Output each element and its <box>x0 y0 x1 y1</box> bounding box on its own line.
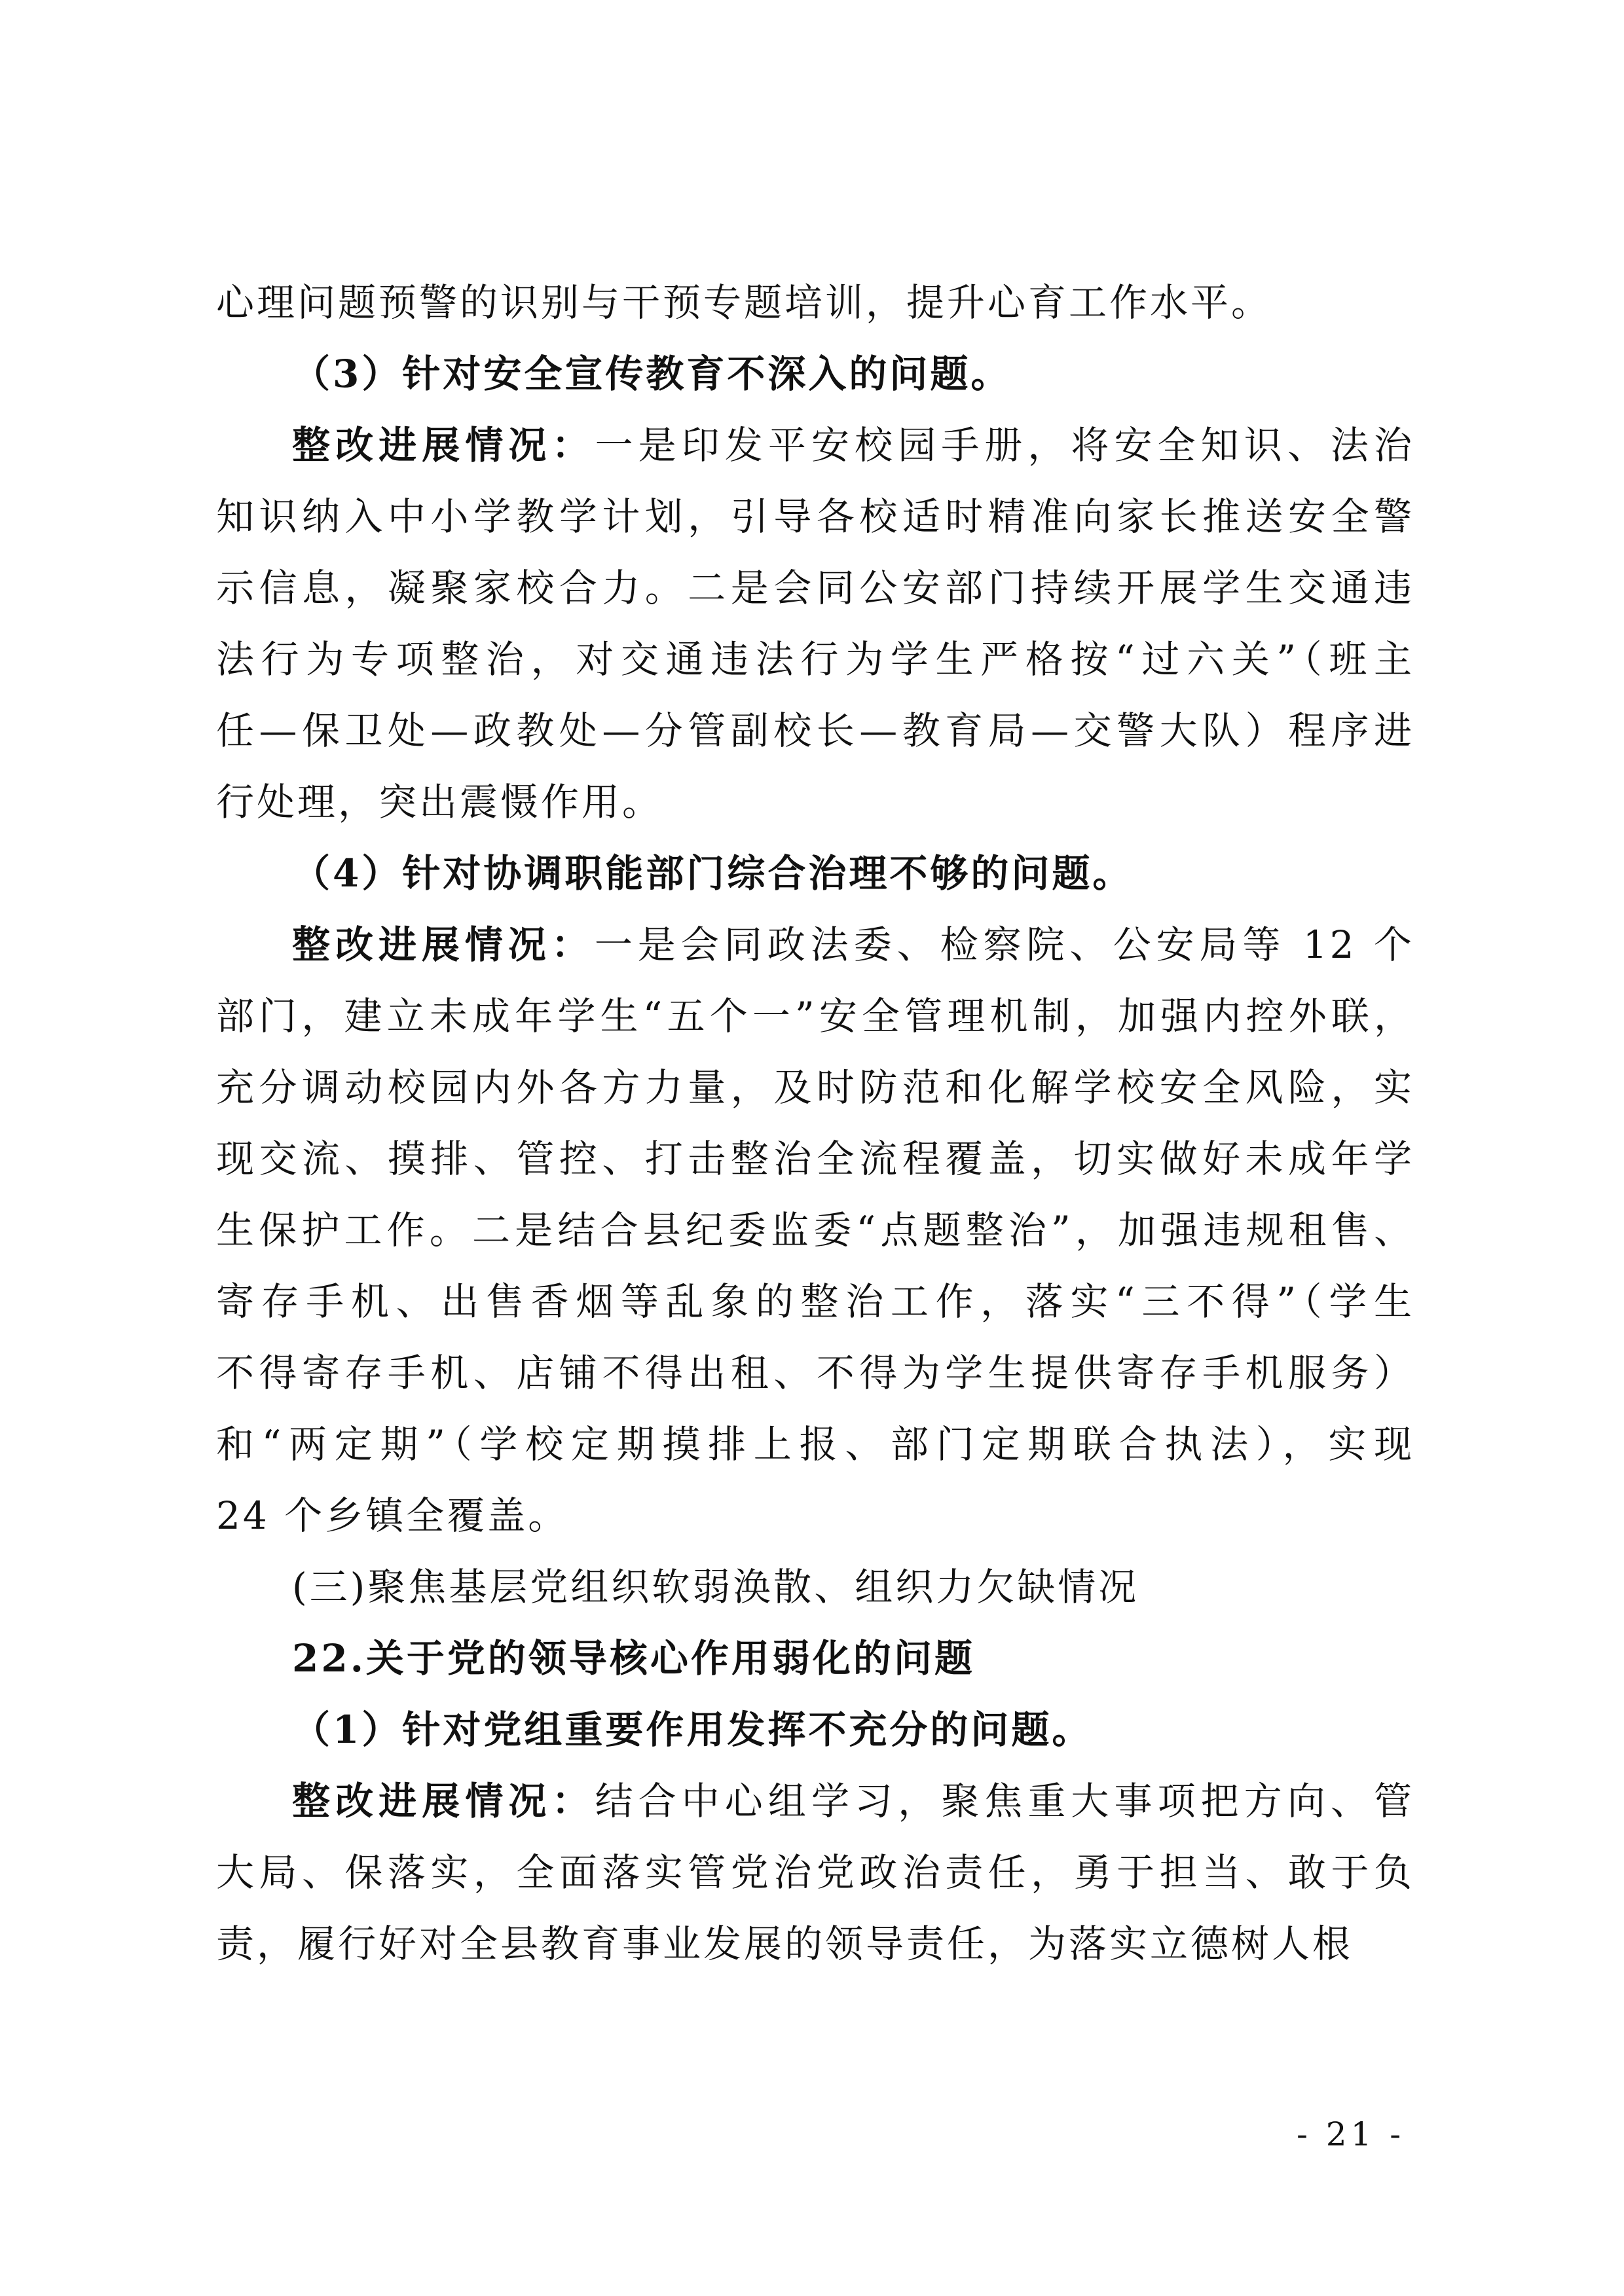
line-text: （1）针对党组重要作用发挥不充分的问题。 <box>292 1707 1093 1752</box>
line-text: 24 个乡镇全覆盖。 <box>216 1493 569 1538</box>
text-line <box>216 1766 1414 1837</box>
section-heading <box>216 1623 1414 1694</box>
line-text: 寄存手机、出售香烟等乱象的整治工作，落实“三不得”（学生 <box>216 1279 1414 1324</box>
line-text: 结合中心组学习，聚焦重大事项把方向、管 <box>595 1779 1414 1823</box>
text-line <box>216 1837 1414 1908</box>
text-line <box>216 1552 1414 1623</box>
line-text: 一是会同政法委、检察院、公安局等 12 个 <box>594 922 1414 967</box>
section-heading <box>216 838 1414 909</box>
section-heading <box>216 1694 1414 1766</box>
line-text: 法行为专项整治，对交通违法行为学生严格按“过六关”（班主 <box>216 637 1414 682</box>
progress-lead: 整改进展情况： <box>292 423 595 467</box>
text-line <box>216 981 1414 1052</box>
progress-paragraph <box>216 410 1414 838</box>
text-line <box>216 1123 1414 1195</box>
text-line <box>216 624 1414 695</box>
progress-paragraph <box>216 1766 1414 1980</box>
text-line <box>216 1266 1414 1338</box>
text-line <box>216 1409 1414 1480</box>
line-text: 不得寄存手机、店铺不得出租、不得为学生提供寄存手机服务） <box>216 1351 1414 1395</box>
text-line <box>216 1694 1414 1766</box>
line-text: 大局、保落实，全面落实管党治党政治责任，勇于担当、敢于负 <box>216 1850 1414 1895</box>
part-heading <box>216 1552 1414 1623</box>
line-text: 一是印发平安校园手册，将安全知识、法治 <box>595 423 1414 467</box>
line-text: 责，履行好对全县教育事业发展的领导责任，为落实立德树人根 <box>216 1922 1354 1966</box>
page-number: - 21 - <box>1297 2115 1405 2153</box>
text-line <box>216 1623 1414 1694</box>
text-line <box>216 838 1414 909</box>
text-line <box>216 267 1414 338</box>
text-line <box>216 767 1414 838</box>
section-heading <box>216 338 1414 410</box>
text-line <box>216 553 1414 624</box>
text-line <box>216 1195 1414 1266</box>
line-text: (三)聚焦基层党组织软弱涣散、组织力欠缺情况 <box>292 1565 1139 1609</box>
line-text: 充分调动校园内外各方力量，及时防范和化解学校安全风险，实 <box>216 1065 1414 1110</box>
text-line <box>216 410 1414 481</box>
document-body <box>216 267 1414 1980</box>
line-text: 部门，建立未成年学生“五个一”安全管理机制，加强内控外联， <box>216 994 1414 1038</box>
text-line <box>216 1908 1414 1980</box>
text-line <box>216 695 1414 767</box>
line-text: 生保护工作。二是结合县纪委监委“点题整治”，加强违规租售、 <box>216 1208 1414 1252</box>
text-line <box>216 338 1414 410</box>
progress-lead: 整改进展情况： <box>292 1779 595 1823</box>
text-line <box>216 1338 1414 1409</box>
text-line <box>216 1480 1414 1552</box>
line-text: （3）针对安全宣传教育不深入的问题。 <box>292 352 1012 396</box>
line-text: 22.关于党的领导核心作用弱化的问题 <box>292 1636 975 1681</box>
text-line <box>216 1052 1414 1123</box>
line-text: 任—保卫处—政教处—分管副校长—教育局—交警大队）程序进 <box>216 708 1414 753</box>
line-text: （4）针对协调职能部门综合治理不够的问题。 <box>292 851 1134 896</box>
line-text: 行处理，突出震慑作用。 <box>216 780 663 824</box>
paragraph <box>216 267 1414 338</box>
text-line <box>216 481 1414 553</box>
progress-lead: 整改进展情况： <box>292 922 595 967</box>
line-text: 心理问题预警的识别与干预专题培训，提升心育工作水平。 <box>216 280 1272 325</box>
line-text: 知识纳入中小学教学计划，引导各校适时精准向家长推送安全警 <box>216 494 1414 539</box>
line-text: 示信息，凝聚家校合力。二是会同公安部门持续开展学生交通违 <box>216 566 1414 610</box>
text-line <box>216 909 1414 981</box>
line-text: 现交流、摸排、管控、打击整治全流程覆盖，切实做好未成年学 <box>216 1137 1414 1181</box>
progress-paragraph <box>216 909 1414 1552</box>
line-text: 和“两定期”（学校定期摸排上报、部门定期联合执法），实现 <box>216 1422 1414 1467</box>
